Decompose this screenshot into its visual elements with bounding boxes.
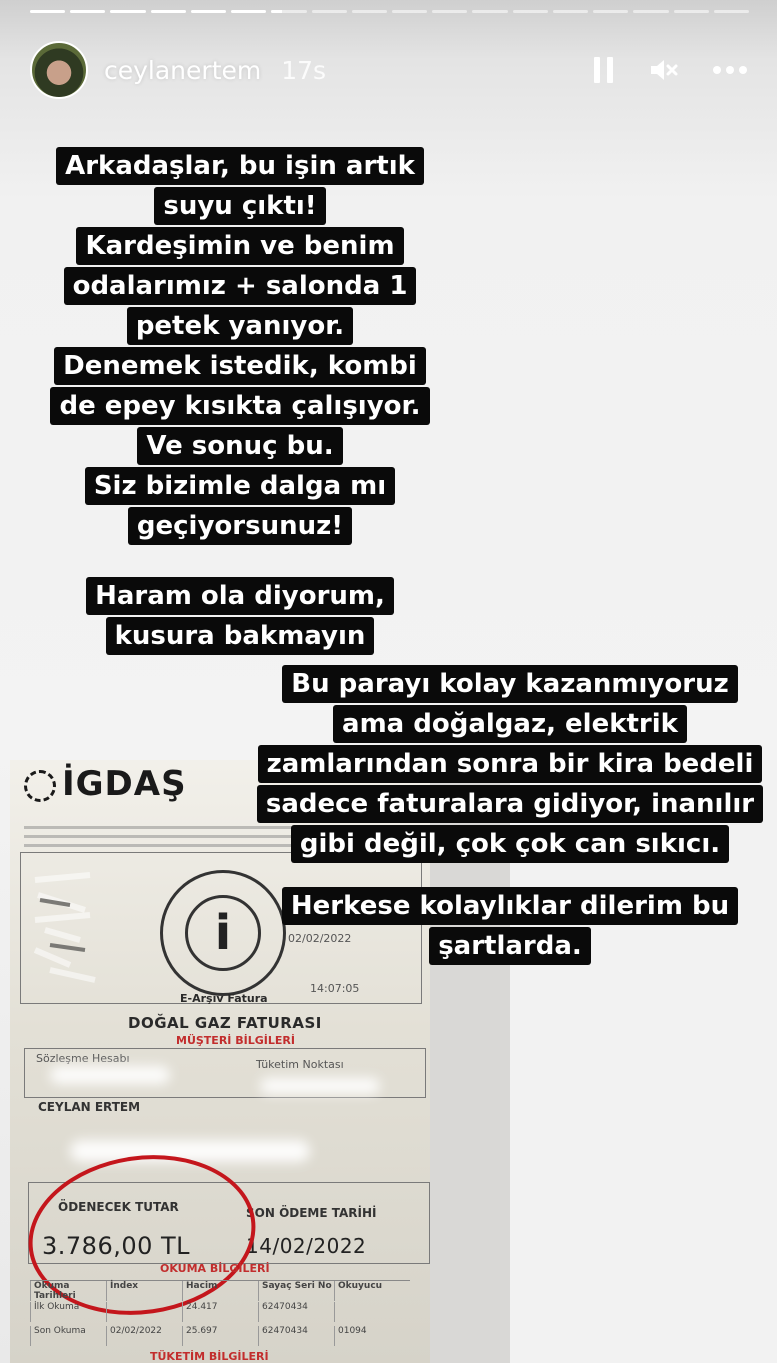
progress-segment xyxy=(714,10,749,13)
mute-icon[interactable] xyxy=(649,57,679,83)
reading-table-header xyxy=(30,1280,410,1301)
igdas-logo xyxy=(24,764,187,804)
progress-segment xyxy=(352,10,387,13)
story-header xyxy=(30,38,747,102)
story-caption-right xyxy=(250,664,770,864)
pause-icon[interactable] xyxy=(593,56,615,84)
table-cell: 24.417 xyxy=(182,1302,258,1322)
reading-section-title: OKUMA BİLGİLERİ xyxy=(160,1262,270,1275)
consumption-section-title: TÜKETİM BİLGİLERİ xyxy=(150,1350,269,1363)
amount-label: ÖDENECEK TUTAR xyxy=(58,1200,179,1214)
caption-line: Haram ola diyorum, xyxy=(86,577,394,615)
table-cell: 02/02/2022 xyxy=(106,1326,182,1346)
caption-line: de epey kısıkta çalışıyor. xyxy=(50,387,429,425)
caption-line: geçiyorsunuz! xyxy=(128,507,352,545)
caption-line: Kardeşimin ve benim xyxy=(76,227,403,265)
caption-line: Herkese kolaylıklar dilerim bu xyxy=(282,887,738,925)
progress-segment xyxy=(392,10,427,13)
table-cell xyxy=(106,1302,182,1322)
contract-label: Sözleşme Hesabı xyxy=(36,1052,130,1065)
story-progress-bar xyxy=(30,10,749,14)
caption-line: suyu çıktı! xyxy=(154,187,325,225)
table-cell: Sayaç Seri No xyxy=(258,1281,334,1301)
caption-line: gibi değil, çok çok can sıkıcı. xyxy=(291,825,729,863)
e-archive-seal: i xyxy=(160,870,286,996)
caption-line: sadece faturalara gidiyor, inanılır xyxy=(257,785,763,823)
progress-segment xyxy=(432,10,467,13)
due-date-label: SON ÖDEME TARİHİ xyxy=(246,1206,377,1220)
caption-line: Denemek istedik, kombi xyxy=(54,347,426,385)
progress-segment xyxy=(312,10,347,13)
invoice-date: 02/02/2022 xyxy=(288,932,352,945)
progress-segment xyxy=(593,10,628,13)
table-cell: Son Okuma xyxy=(30,1326,106,1346)
igdas-logo-icon xyxy=(24,770,56,802)
caption-line: Bu parayı kolay kazanmıyoruz xyxy=(282,665,737,703)
table-cell: İlk Okuma xyxy=(30,1302,106,1322)
caption-line: ama doğalgaz, elektrik xyxy=(333,705,687,743)
table-cell: 25.697 xyxy=(182,1326,258,1346)
qr-code xyxy=(30,870,100,990)
progress-segment xyxy=(513,10,548,13)
table-cell: Okuma Tarihleri xyxy=(30,1281,106,1301)
caption-line: zamlarından sonra bir kira bedeli xyxy=(258,745,763,783)
progress-segment xyxy=(633,10,668,13)
due-date-value: 14/02/2022 xyxy=(246,1234,367,1258)
avatar[interactable] xyxy=(30,41,88,99)
post-time: 17s xyxy=(281,55,327,85)
caption-line: Siz bizimle dalga mı xyxy=(85,467,395,505)
table-cell: 62470434 xyxy=(258,1302,334,1322)
progress-segment xyxy=(191,10,226,13)
customer-name: CEYLAN ERTEM xyxy=(38,1100,141,1114)
igdas-logo-text: İGDAŞ xyxy=(62,764,187,804)
more-options-icon[interactable] xyxy=(713,66,747,74)
progress-segment xyxy=(674,10,709,13)
redacted-contract xyxy=(50,1066,170,1084)
e-archive-label: E-Arşiv Fatura xyxy=(180,992,268,1005)
progress-segment xyxy=(472,10,507,13)
story-caption-main xyxy=(40,146,440,546)
table-cell: 62470434 xyxy=(258,1326,334,1346)
consumption-point-label: Tüketim Noktası xyxy=(256,1058,344,1071)
progress-segment xyxy=(231,10,266,13)
caption-line: petek yanıyor. xyxy=(127,307,353,345)
progress-segment xyxy=(553,10,588,13)
table-cell: İndex xyxy=(106,1281,182,1301)
progress-segment xyxy=(271,10,306,13)
reading-table-row xyxy=(30,1326,410,1346)
reading-table-row xyxy=(30,1302,410,1322)
table-cell: Okuyucu xyxy=(334,1281,410,1301)
story-caption-last xyxy=(250,886,770,966)
caption-line: şartlarda. xyxy=(429,927,591,965)
invoice-time: 14:07:05 xyxy=(310,982,360,995)
table-cell: Hacim xyxy=(182,1281,258,1301)
customer-section-title: MÜŞTERİ BİLGİLERİ xyxy=(176,1034,295,1047)
invoice-title: DOĞAL GAZ FATURASI xyxy=(128,1014,322,1032)
progress-segment xyxy=(110,10,145,13)
caption-line: kusura bakmayın xyxy=(106,617,375,655)
amount-value: 3.786,00 TL xyxy=(42,1232,191,1260)
table-cell: 01094 xyxy=(334,1326,410,1346)
redacted-point xyxy=(260,1078,380,1094)
caption-line: Arkadaşlar, bu işin artık xyxy=(56,147,424,185)
caption-line: odalarımız + salonda 1 xyxy=(64,267,417,305)
username[interactable]: ceylanertem xyxy=(104,55,262,85)
progress-segment xyxy=(70,10,105,13)
progress-segment xyxy=(151,10,186,13)
table-cell xyxy=(334,1302,410,1322)
progress-segment xyxy=(30,10,65,13)
caption-line: Ve sonuç bu. xyxy=(137,427,342,465)
story-caption-secondary xyxy=(40,576,440,656)
